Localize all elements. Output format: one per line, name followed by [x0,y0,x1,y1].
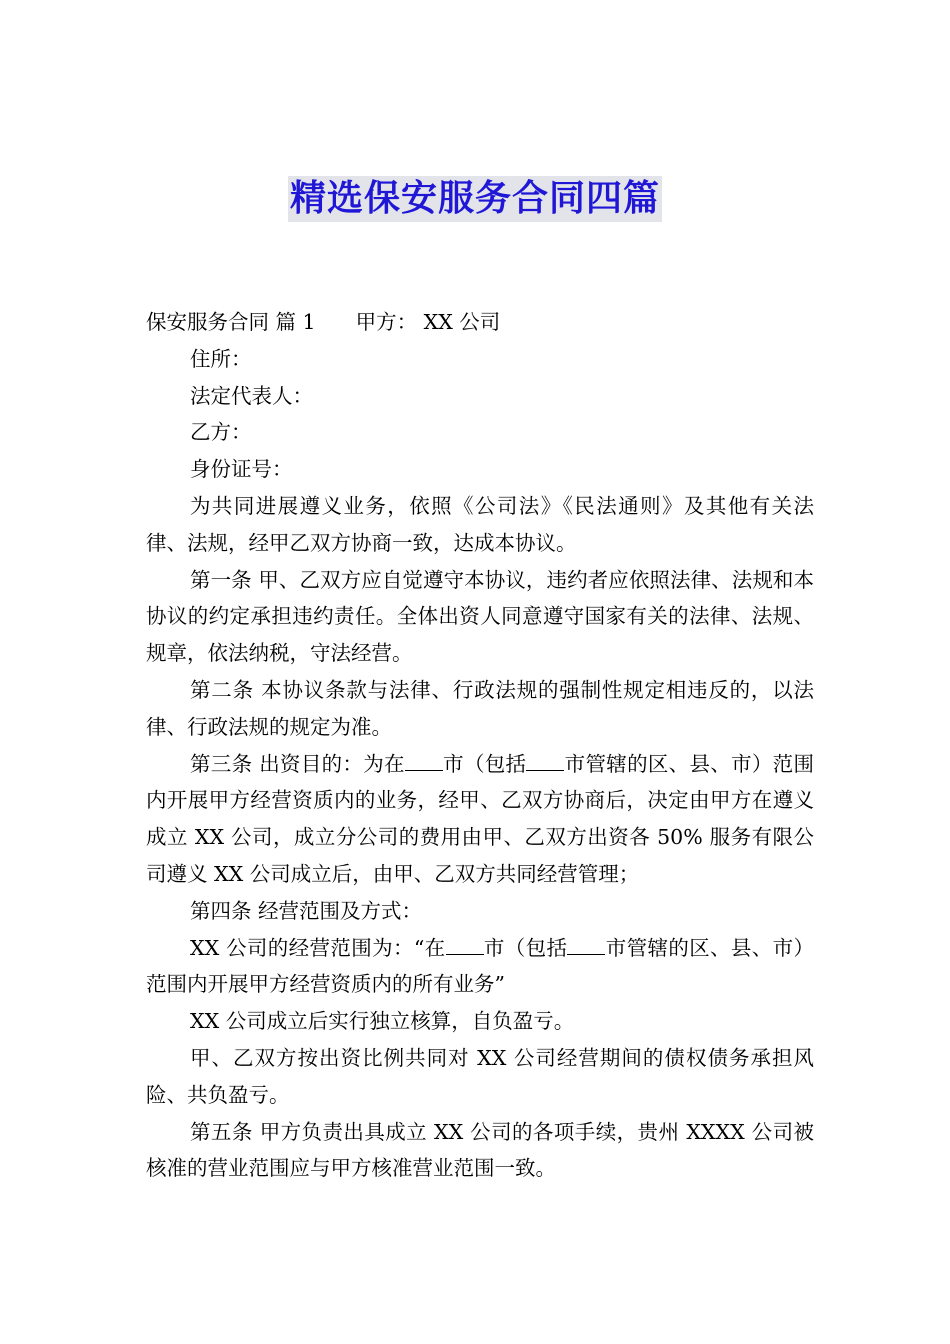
article-4-heading: 第四条 经营范围及方式： [190,898,423,923]
article-2-paragraph: 第二条 本协议条款与法律、行政法规的强制性规定相违反的，以法律、行政法规的规定为准。 [146,677,814,739]
risk-sharing-paragraph: 甲、乙双方按出资比例共同对 XX 公司经营期间的债权债务承担风险、共负盈亏。 [146,1045,814,1107]
contract-heading-line [146,304,814,341]
contract-heading: 保安服务合同 篇 1 [146,310,316,334]
id-number-field: 身份证号： [190,457,293,482]
legal-representative-field: 法定代表人： [190,383,313,408]
document-title-text: 精选保安服务合同四篇 [288,176,662,222]
document-body [146,304,814,1187]
article-5-paragraph: 第五条 甲方负责出具成立 XX 公司的各项手续，贵州 XXXX 公司被核准的营业范围应与甲方核准营业范围一致。 [146,1119,814,1181]
article-3-text-a: 第三条 出资目的：为在 [190,751,405,776]
business-scope-text-a: XX 公司的经营范围为：“在 [190,935,446,960]
article-3-text-c: 市管辖的区、县、市）范围内开展甲方经营资质内的业务，经甲、乙双方协商后，决定由甲方在遵义成立 XX 公司，成立分公司的费用由甲、乙双方出资各 50% 服务有限公司遵义 XX 公司成立后，由甲、乙双方共同经营管理； [146,751,814,886]
party-b-field: 乙方： [190,420,252,445]
article-3-text-b: 市（包括 [442,751,527,776]
blank-underline [405,770,443,771]
preamble-paragraph: 为共同进展遵义业务，依照《公司法》《民法通则》及其他有关法律、法规，经甲乙双方协商一致，达成本协议。 [146,493,814,555]
business-scope-paragraph [146,930,814,1004]
blank-underline [526,770,564,771]
address-field: 住所： [190,346,252,371]
blank-underline [446,954,484,955]
article-1-paragraph: 第一条 甲、乙双方应自觉遵守本协议，违约者应依照法律、法规和本协议的约定承担违约责任。全体出资人同意遵守国家有关的法律、法规、规章，依法纳税，守法经营。 [146,567,814,666]
document-title [0,176,950,222]
article-3-paragraph [146,746,814,893]
independent-accounting-paragraph: XX 公司成立后实行独立核算，自负盈亏。 [190,1009,575,1034]
business-scope-text-c: 市管辖的区、县、市）范围内开展甲方经营资质内的所有业务” [146,935,815,997]
business-scope-text-b: 市（包括 [483,935,568,960]
blank-underline [567,954,605,955]
party-a-line: 甲方： XX 公司 [355,310,501,334]
